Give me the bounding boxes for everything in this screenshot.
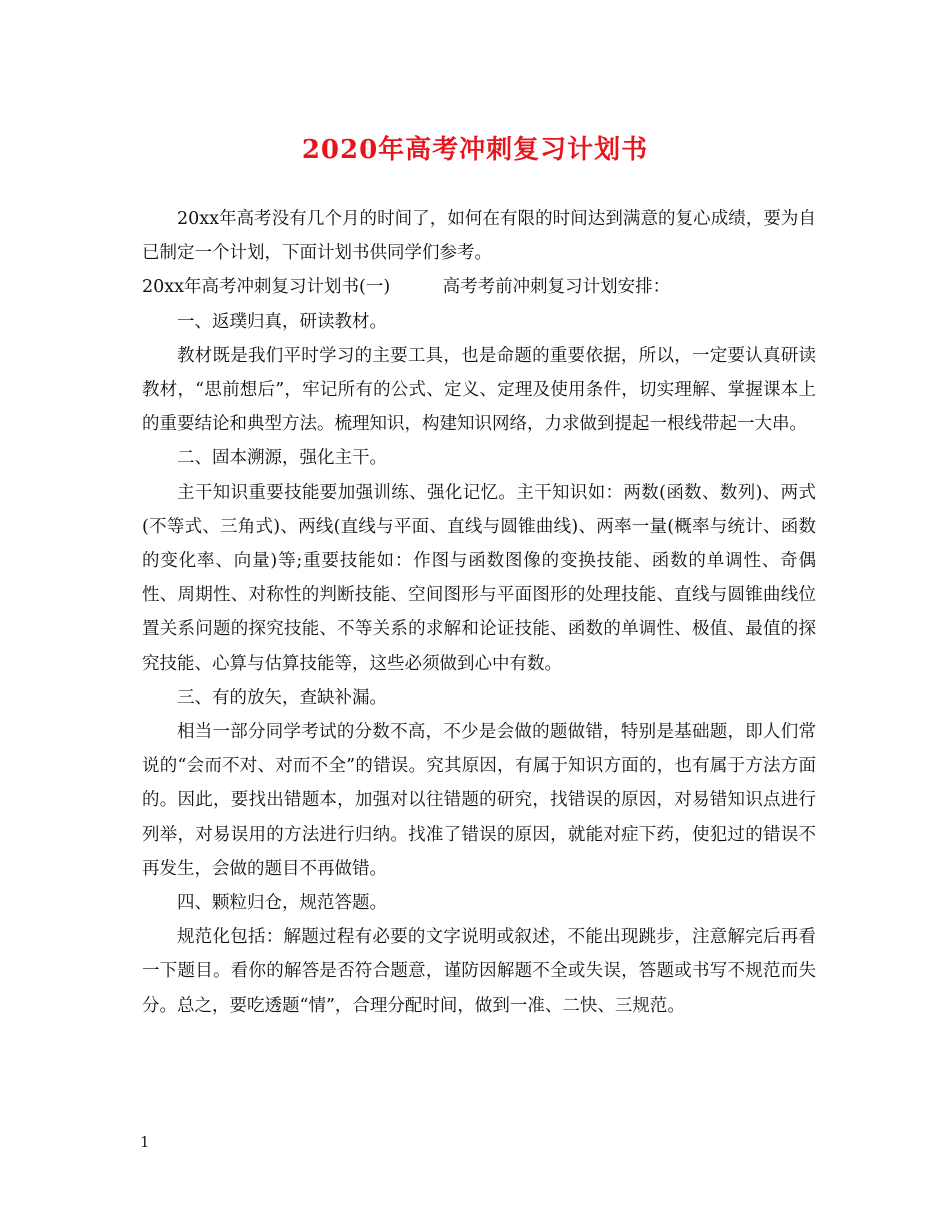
intro-paragraph: 20xx年高考没有几个月的时间了，如何在有限的时间达到满意的复心成绩，要为自已制定一个计划，下面计划书供同学们参考。 [142,209,816,264]
plan-subheading: 20xx年高考冲刺复习计划书(一) 高考考前冲刺复习计划安排： [142,277,671,298]
page-number: 1 [140,1133,150,1151]
section-paragraph-4: 规范化包括：解题过程有必要的文字说明或叙述，不能出现跳步，注意解完后再看一下题目。看你的解答是否符合题意，谨防因解题不全或失误，答题或书写不规范而失分。总之，要吃透题“情”，合理分配时间，做到一准、二快、三规范。 [142,927,816,1016]
document-body [142,202,816,1023]
section-paragraph-3: 相当一部分同学考试的分数不高，不少是会做的题做错，特别是基础题，即人们常说的“会而不对、对而不全”的错误。究其原因，有属于知识方面的，也有属于方法方面的。因此，要找出错题本，加强对以往错题的研究，找错误的原因，对易错知识点进行列举，对易误用的方法进行归纳。找准了错误的原因，就能对症下药，使犯过的错误不再发生，会做的题目不再做错。 [142,722,816,879]
section-heading-4: 四、颗粒归仓，规范答题。 [177,893,387,914]
document-title: 2020年高考冲刺复习计划书 [301,135,649,165]
section-heading-1: 一、返璞归真，研读教材。 [177,311,387,332]
section-paragraph-1: 教材既是我们平时学习的主要工具，也是命题的重要依据，所以，一定要认真研读教材，“思前想后”，牢记所有的公式、定义、定理及使用条件，切实理解、掌握课本上的重要结论和典型方法。梳理知识，构建知识网络，力求做到提起一根线带起一大串。 [142,345,816,435]
section-paragraph-2: 主干知识重要技能要加强训练、强化记忆。主干知识如：两数(函数、数列)、两式(不等式、三角式)、两线(直线与平面、直线与圆锥曲线)、两率一量(概率与统计、函数的变化率、向量)等;重要技能如：作图与函数图像的变换技能、函数的单调性、奇偶性、周期性、对称性的判断技能、空间图形与平面图形的处理技能、直线与圆锥曲线位置关系问题的探究技能、不等关系的求解和论证技能、函数的单调性、极值、最值的探究技能、心算与估算技能等，这些必须做到心中有数。 [142,482,816,674]
section-heading-3: 三、有的放矢，查缺补漏。 [177,687,387,708]
section-heading-2: 二、固本溯源，强化主干。 [177,448,387,469]
